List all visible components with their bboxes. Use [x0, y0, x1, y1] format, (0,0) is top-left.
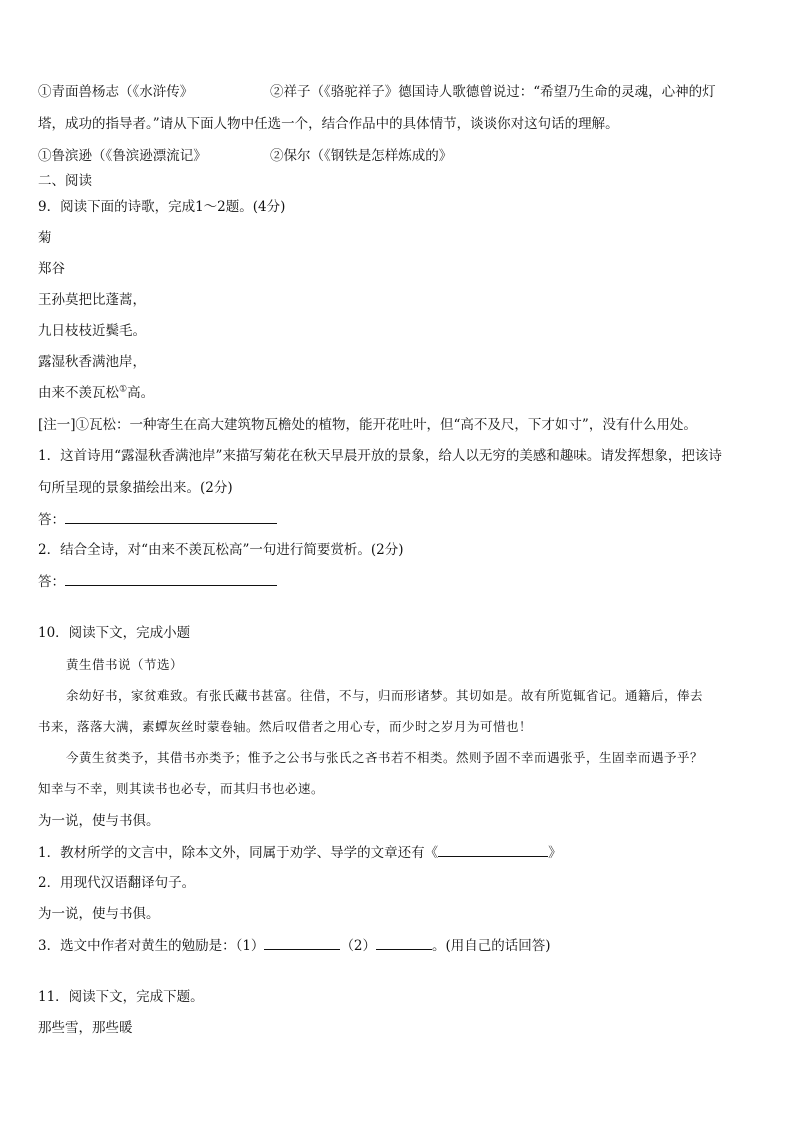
line-1	[38, 83, 716, 101]
poem-title: 菊	[38, 230, 52, 246]
passage-title: 黄生借书说（节选）	[66, 657, 184, 672]
poem-author: 郑谷	[38, 261, 65, 277]
character-option-pavel: ②保尔（《钢铁是怎样炼成的》	[270, 148, 453, 164]
passage-11-title: 那些雪，那些暖	[38, 1020, 133, 1036]
character-option-robinson: ①鲁滨逊（《鲁滨逊漂流记》	[38, 148, 207, 164]
answer-blank[interactable]	[65, 572, 277, 586]
question-9-title: 9．阅读下面的诗歌，完成1～2题。(4分)	[38, 199, 286, 215]
question-10-3	[38, 936, 551, 955]
passage-paragraph-2: 今黄生贫类予，其借书亦类予；惟予之公书与张氏之吝书若不相类。然则予固不幸而遇张乎，生固幸而遇予乎？	[66, 750, 704, 765]
poem-annotation: [注一]①瓦松：一种寄生在高大建筑物瓦檐处的植物，能开花吐叶，但“高不及尺，下才如寸”，没有什么用处。	[38, 417, 697, 433]
blank-2-label: （2）	[340, 938, 377, 954]
answer-blank[interactable]	[65, 510, 277, 524]
question-prompt-line: 塔，成功的指导者。”请从下面人物中任选一个，结合作品中的具体情节，谈谈你对这句话的理解。	[38, 116, 619, 132]
passage-paragraph-2-cont: 知幸与不幸，则其读书也必专，而其归书也必速。	[38, 781, 325, 796]
section-heading: 二、阅读	[38, 173, 92, 189]
question-10-title: 10．阅读下文，完成小题	[38, 625, 191, 641]
poem-line-2: 九日枝枝近鬓毛。	[38, 323, 146, 339]
passage-paragraph-1-cont: 书来，落落大满，素蟫灰丝时蒙卷轴。然后叹借者之用心专，而少时之岁月为可惜也！	[38, 719, 533, 734]
footnote-marker: ①	[119, 384, 128, 395]
sub-question-2: 2．结合全诗，对“由来不羡瓦松高”一句进行简要赏析。(2分)	[38, 542, 404, 558]
poem-line-3: 露湿秋香满池岸，	[38, 354, 146, 370]
poem-line-4	[38, 384, 154, 402]
passage-paragraph-1: 余幼好书，家贫难致。有张氏藏书甚富。往借，不与，归而形诸梦。其切如是。故有所览辄省记。通籍后，俸去	[66, 688, 704, 703]
answer-blank-2[interactable]	[376, 936, 432, 950]
translate-sentence: 为一说，使与书俱。	[38, 906, 160, 922]
answer-label: 答：	[38, 574, 65, 590]
question-10-1	[38, 843, 562, 862]
answer-line-2	[38, 572, 277, 591]
question-10-1-end: 》	[548, 845, 562, 861]
question-11-title: 11．阅读下文，完成下题。	[38, 989, 204, 1005]
question-10-3-text: 3．选文中作者对黄生的勉励是：（1）	[38, 938, 265, 954]
sub-question-1-cont: 句所呈现的景象描绘出来。(2分)	[38, 480, 233, 496]
question-10-3-end: 。(用自己的话回答)	[432, 938, 551, 954]
poem-line-1: 王孙莫把比蓬蒿，	[38, 292, 146, 308]
character-option-2-and-quote: ②祥子（《骆驼祥子》德国诗人歌德曾说过：“希望乃生命的灵魂，心神的灯	[270, 84, 716, 100]
answer-line-1	[38, 510, 277, 529]
answer-blank[interactable]	[438, 843, 548, 857]
sub-question-1: 1．这首诗用“露湿秋香满池岸”来描写菊花在秋天早晨开放的景象，给人以无穷的美感和趣味。请发挥想象，把该诗	[38, 448, 722, 464]
answer-blank-1[interactable]	[264, 936, 340, 950]
answer-label: 答：	[38, 512, 65, 528]
character-option-1: ①青面兽杨志（《水浒传》	[38, 84, 194, 100]
question-10-1-text: 1．教材所学的文言中，除本文外，同属于劝学、导学的文章还有《	[38, 845, 439, 861]
line-3	[38, 147, 453, 165]
poem-line-4-text: 由来不羡瓦松	[38, 385, 119, 401]
passage-last-line: 为一说，使与书俱。	[38, 813, 160, 829]
question-10-2: 2．用现代汉语翻译句子。	[38, 875, 196, 891]
poem-line-4-end: 高。	[127, 385, 155, 401]
